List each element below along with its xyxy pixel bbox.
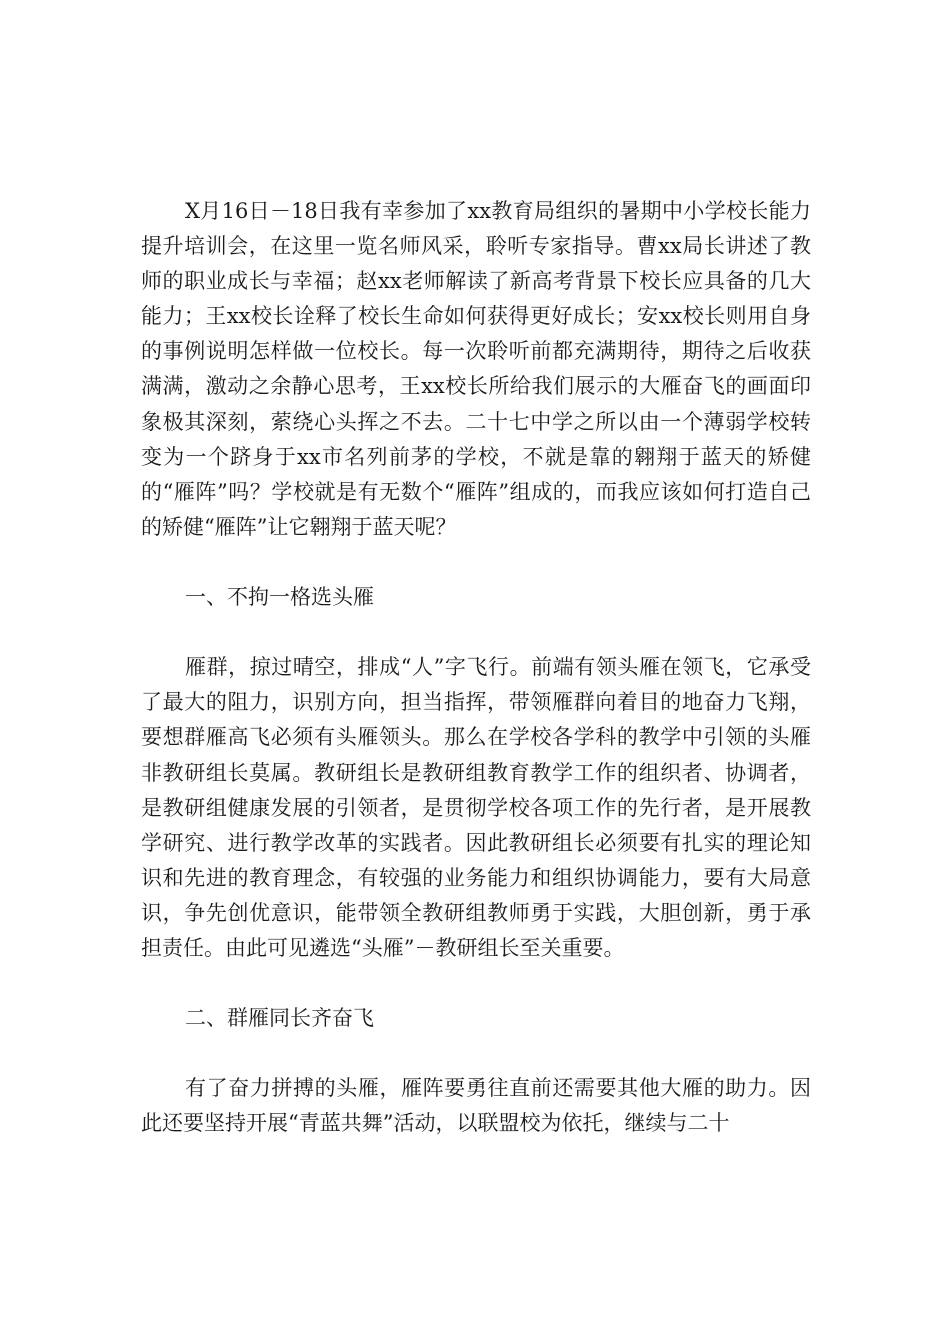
paragraph-spacer [141,1036,811,1071]
paragraph-spacer [141,966,811,1001]
paragraph-spacer [141,545,811,580]
section-2-paragraph: 有了奋力拼搏的头雁，雁阵要勇往直前还需要其他大雁的助力。因此还要坚持开展“青蓝共舞”活动，以联盟校为依托，继续与二十 [141,1076,811,1136]
paragraph-spacer [141,615,811,650]
section-2-heading: 二、群雁同长齐奋飞 [185,1006,374,1031]
section-1-paragraph: 雁群，掠过晴空，排成“人”字飞行。前端有领头雁在领飞，它承受了最大的阻力，识别方向，担当指挥，带领雁群向着目的地奋力飞翔，要想群雁高飞必须有头雁领头。那么在学校各学科的教学中引领的头雁非教研组长莫属。教研组长是教研组教育教学工作的组织者、协调者，是教研组健康发展的引领者，是贯彻学校各项工作的先行者，是开展教学研究、进行教学改革的实践者。因此教研组长必须要有扎实的理论知识和先进的教育理念，有较强的业务能力和组织协调能力，要有大局意识，争先创优意识，能带领全教研组教师勇于实践，大胆创新，勇于承担责任。由此可见遴选“头雁”－教研组长至关重要。 [141,655,811,960]
intro-paragraph: X月16日－18日我有幸参加了xx教育局组织的暑期中小学校长能力提升培训会，在这里一览名师风采，聆听专家指导。曹xx局长讲述了教师的职业成长与幸福；赵xx老师解读了新高考背景下校长应具备的几大能力；王xx校长诠释了校长生命如何获得更好成长；安xx校长则用自身的事例说明怎样做一位校长。每一次聆听前都充满期待，期待之后收获满满，激动之余静心思考，王xx校长所给我们展示的大雁奋飞的画面印象极其深刻，萦绕心头挥之不去。二十七中学之所以由一个薄弱学校转变为一个跻身于xx市名列前茅的学校，不就是靠的翱翔于蓝天的矫健的“雁阵”吗？学校就是有无数个“雁阵”组成的，而我应该如何打造自己的矫健“雁阵”让它翱翔于蓝天呢？ [141,199,811,539]
section-1-heading: 一、不拘一格选头雁 [185,585,374,610]
document-body [141,194,811,1142]
